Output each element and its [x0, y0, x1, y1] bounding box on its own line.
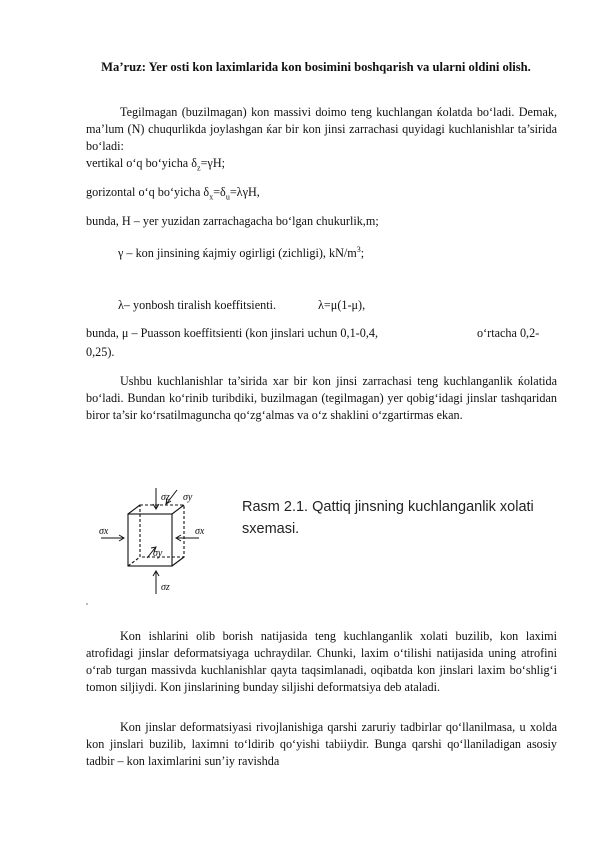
label-sigma-x-right: σx: [195, 526, 205, 537]
horizontal-sub-x: x: [209, 192, 214, 202]
paragraph-deformation: Kon ishlarini olib borish natijasida teng kuchlanganlik xolati buzilib, kon laximi atrofidagi jinslar deformatsiyaga uchraydilar. Chunki, laxim o‘tilishi natijasida uning atrofini o‘rab turgan massivda kuchlanishlar qayta taqsimlanadi, oqibatda kon jinslari laxim bo‘shlig‘i tomon siljiydi. Kon jinslarining bunday siljishi deformatsiya deb ataladi.: [86, 629, 557, 694]
stress-cube-diagram: [95, 486, 230, 600]
label-sigma-z-top: σz: [161, 492, 170, 503]
label-sigma-y-inner: σy: [153, 548, 163, 559]
gamma-text: γ – kon jinsining ќajmiy ogirligi (zichligi), kN/m: [118, 246, 357, 261]
gamma-sup: 3: [356, 245, 361, 254]
cube-front-face: [128, 514, 172, 566]
paragraph-intro: Tegilmagan (buzilmagan) kon massivi doimo teng kuchlangan ќolatda bo‘ladi. Demak, ma’lum (N) chuqurlikda joylashgan ќar bir kon jinsi zarrachasi quyidagi kuchlanishlar ta’sirida bo‘ladi:: [86, 105, 557, 153]
paragraph-equilibrium: Ushbu kuchlanishlar ta’sirida xar bir kon jinsi zarrachasi teng kuchlanganlik ќolatida bo‘ladi. Bundan ko‘rinib turibdiki, buzilmagan (tegilmagan) yer qobig‘idagi jinslar tashqaridan biror ta’sir ko‘rsatilmaguncha qo‘zg‘almas va o‘z shaklini o‘zgartirmas ekan.: [86, 374, 557, 422]
label-sigma-x-left: σx: [99, 526, 109, 537]
paragraph-measures: Kon jinslar deformatsiyasi rivojlanishiga qarshi zaruriy tadbirlar qo‘llanilmasa, u xolda kon jinslari buzilib, laximni to‘ldirib qo‘yishi tabiiydir. Bunga qarshi qo‘llaniladigan asosiy tadbir – kon laximlarini sun’iy ravishda: [86, 720, 557, 768]
poisson-end: 0,25).: [86, 345, 115, 359]
label-sigma-z-bottom: σz: [161, 582, 170, 593]
vertical-formula: =γH;: [200, 156, 226, 170]
poisson-average: o‘rtacha 0,2-: [477, 326, 540, 340]
figure-caption: Rasm 2.1. Qattiq jinsning kuchlanganlik xolati sxemasi.: [242, 499, 534, 537]
vertical-stress-line: [86, 155, 225, 176]
vertical-sub: z: [197, 163, 201, 173]
horizontal-sub-u: u: [225, 192, 230, 202]
definition-gamma: [118, 241, 364, 262]
definition-h: bunda, H – yer yuzidan zarrachagacha bo‘lgan chukurlik,m;: [86, 214, 379, 228]
gamma-end: ;: [360, 246, 365, 261]
vertical-text: vertikal o‘q bo‘yicha δ: [86, 156, 197, 170]
stray-mark: [86, 603, 88, 605]
horizontal-stress-line: [86, 184, 260, 205]
horizontal-equal: =δ: [213, 185, 226, 199]
lecture-title: Ma’ruz: Yer osti kon laximlarida kon bosimini boshqarish va ularni oldini olish.: [101, 60, 531, 74]
lambda-formula: λ=μ(1-μ),: [318, 298, 366, 312]
label-sigma-y-top: σy: [183, 492, 193, 503]
horizontal-formula: =λγH,: [229, 185, 260, 199]
horizontal-text: gorizontal o‘q bo‘yicha δ: [86, 185, 210, 199]
poisson-definition: bunda, μ – Puasson koeffitsienti (kon jinslari uchun 0,1-0,4,: [86, 326, 379, 340]
definition-lambda: λ– yonbosh tiralish koeffitsienti.: [118, 298, 277, 312]
